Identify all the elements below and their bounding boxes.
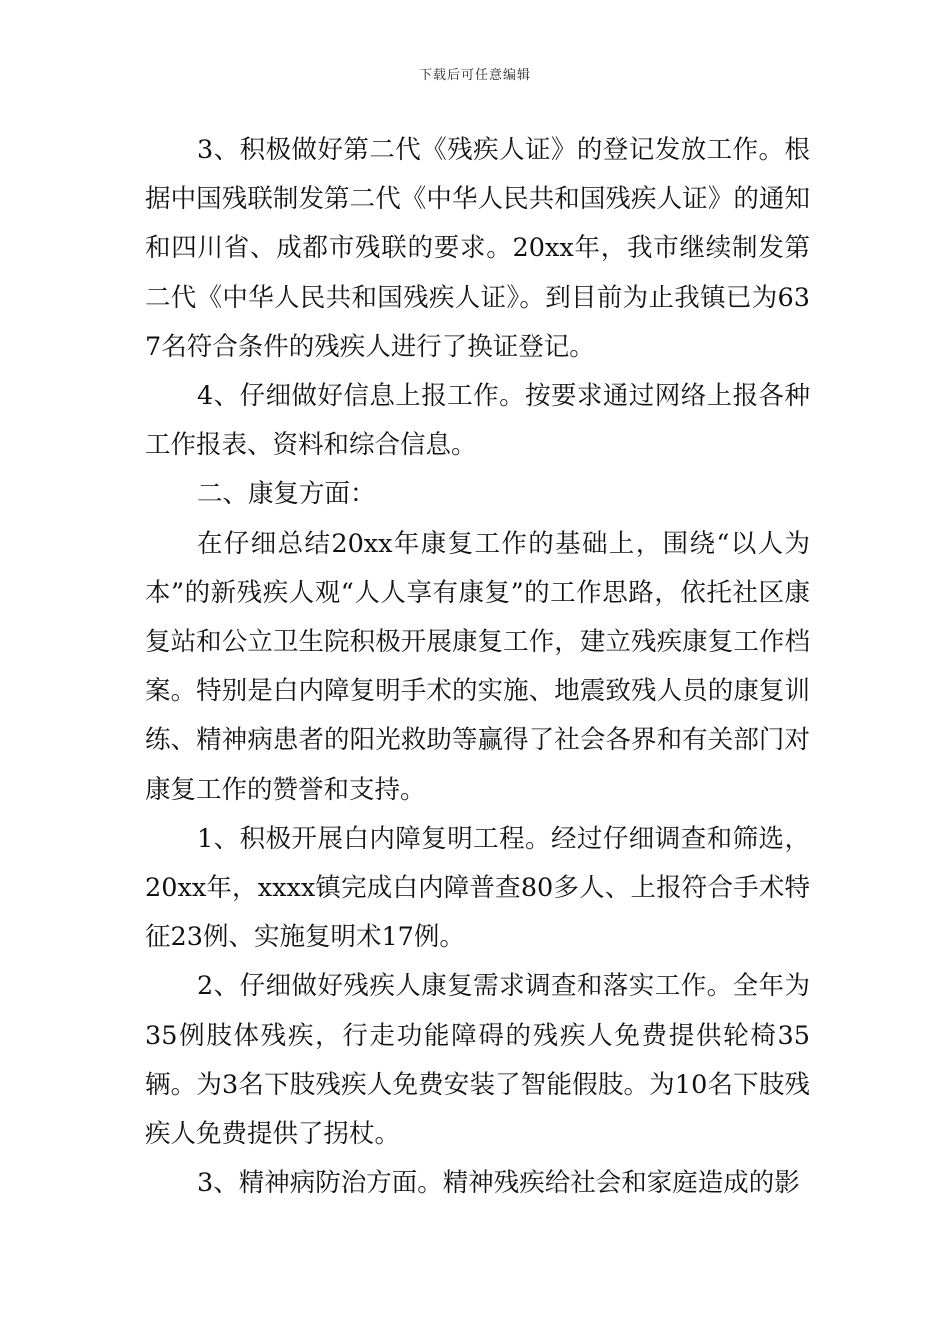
page-header-note: 下载后可任意编辑 bbox=[418, 68, 531, 83]
paragraph-information-reporting: 4、仔细做好信息上报工作。按要求通过网络上报各种工作报表、资料和综合信息。 bbox=[145, 381, 810, 461]
paragraph-cataract-program: 1、积极开展白内障复明工程。经过仔细调查和筛选，20xx年，xxxx镇完成白内障普查80多人、上报符合手术特征23例、实施复明术17例。 bbox=[145, 823, 810, 953]
paragraph-rehabilitation-needs: 2、仔细做好残疾人康复需求调查和落实工作。全年为35例肢体残疾，行走功能障碍的残疾人免费提供轮椅35辆。为3名下肢残疾人免费安装了智能假肢。为10名下肢残疾人免费提供了拐杖。 bbox=[145, 971, 810, 1150]
paragraph-rehabilitation-summary: 在仔细总结20xx年康复工作的基础上，围绕“以人为本”的新残疾人观“人人享有康复”的工作思路，依托社区康复站和公立卫生院积极开展康复工作，建立残疾康复工作档案。特别是白内障复明手术的实施、地震致残人员的康复训练、精神病患者的阳光救助等赢得了社会各界和有关部门对康复工作的赞誉和支持。 bbox=[145, 528, 810, 805]
section-heading-rehabilitation: 二、康复方面： bbox=[197, 479, 376, 510]
paragraph-mental-illness: 3、精神病防治方面。精神残疾给社会和家庭造成的影 bbox=[197, 1168, 800, 1199]
paragraph-certificate-registration: 3、积极做好第二代《残疾人证》的登记发放工作。根据中国残联制发第二代《中华人民共和国残疾人证》的通知和四川省、成都市残联的要求。20xx年，我市继续制发第二代《中华人民共和国残疾人证》。到目前为止我镇已为637名符合条件的残疾人进行了换证登记。 bbox=[145, 135, 810, 362]
document-body bbox=[145, 126, 810, 1208]
